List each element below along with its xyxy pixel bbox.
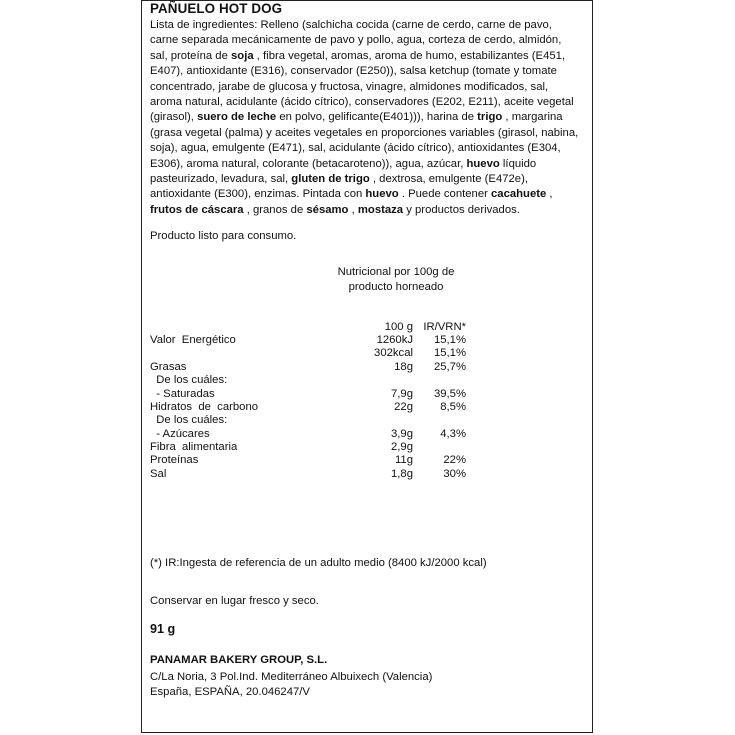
nutrition-value-100g: 2,9g <box>391 441 413 453</box>
allergen-huevo: huevo <box>365 188 399 201</box>
nutrition-title-line1: Nutricional por 100g de <box>337 266 455 278</box>
nutrition-value-100g: 18g <box>394 361 413 373</box>
allergen-suero-de-leche: suero de leche <box>197 111 277 124</box>
nutrition-title-line2: producto horneado <box>348 281 444 294</box>
company-name: PANAMAR BAKERY GROUP, S.L. <box>150 654 328 666</box>
nutrition-value-100g: 302kcal <box>374 347 413 359</box>
allergen-frutos-de-cascara: frutos de cáscara <box>150 203 244 216</box>
ingredients-segment: , <box>546 188 553 201</box>
nutrition-value-ir: 22% <box>443 454 466 466</box>
nutrition-label: Valor Energético <box>150 334 236 346</box>
company-country-registry: España, ESPAÑA, 20.046247/V <box>150 686 310 698</box>
allergen-mostaza: mostaza <box>357 203 404 216</box>
nutrition-title <box>330 265 462 296</box>
ingredients-segment: , <box>348 203 358 216</box>
ingredients-segment: . Puede contener <box>398 188 492 201</box>
nutrition-row <box>150 467 510 482</box>
ingredients-segment: Lista de ingredientes: Relleno (salchicha cocida (carne de cerdo, carne de pavo, carne separada mecánicamente de pavo y pollo, agua, corteza de cerdo, almidón, sal, proteína de <box>150 19 562 62</box>
net-weight: 91 g <box>150 622 176 636</box>
ingredients-segment: , fibra vegetal, aromas, aroma de humo, estabilizantes (E451, E407), antioxidante (E316), conservador (E250)), salsa ketchup (tomate y tomate concentrado, jarabe de glucosa y fructosa, vinagre, almidones modificados, sal, aroma natural, acidulante (ácido cítrico), conservadores (E202, E211), aceite vegetal (girasol), <box>150 49 574 124</box>
nutrition-value-ir: 8,5% <box>440 401 466 413</box>
nutrition-value-100g: 1260kJ <box>376 334 413 346</box>
ingredients-segment: , dextrosa, emulgente (E472e), antioxidante (E300), enzimas. Pintada con <box>150 173 528 201</box>
ingredients-list <box>150 18 582 218</box>
ingredients-segment: y productos derivados. <box>403 203 520 216</box>
nutrition-label: Hidratos de carbono <box>150 401 259 413</box>
allergen-sesamo: sésamo <box>306 203 349 216</box>
ingredients-segment: en polvo, gelificante(E401))), harina de <box>276 111 478 124</box>
nutrition-header-ir: IR/VRN* <box>423 321 466 333</box>
nutrition-value-100g: 1,8g <box>391 468 413 480</box>
reference-intake-footnote: (*) IR:Ingesta de referencia de un adulto medio (8400 kJ/2000 kcal) <box>150 557 487 569</box>
nutrition-label: - Azúcares <box>150 428 210 440</box>
nutrition-value-ir: 15,1% <box>433 347 466 359</box>
nutrition-label: - Saturadas <box>150 388 215 400</box>
allergen-cacahuete: cacahuete <box>491 188 547 201</box>
nutrition-header-100g: 100 g <box>384 321 413 333</box>
nutrition-row <box>150 453 510 468</box>
nutrition-value-100g: 7,9g <box>391 388 413 400</box>
ingredients-segment: , granos de <box>243 203 307 216</box>
nutrition-value-ir: 39,5% <box>433 388 466 400</box>
allergen-trigo: trigo <box>477 111 503 124</box>
ready-to-eat-note: Producto listo para consumo. <box>150 230 297 242</box>
nutrition-value-ir: 30% <box>443 468 466 480</box>
nutrition-value-ir: 15,1% <box>433 334 466 346</box>
allergen-soja: soja <box>231 49 254 62</box>
nutrition-label: Proteínas <box>150 454 199 466</box>
nutrition-label: Fibra alimentaria <box>150 441 238 453</box>
nutrition-label: De los cuáles: <box>150 374 228 386</box>
allergen-gluten-de-trigo: gluten de trigo <box>291 173 370 186</box>
ingredients-segment: , margarina (grasa vegetal (palma) y aceites vegetales en proporciones variables (girasol, nabina, soja), agua, emulgente (E471), sal, acidulante (ácido cítrico), antioxidantes (E304, E306), aroma natural, colorante (betacaroteno)), agua, azúcar, <box>150 111 579 170</box>
product-title: PAÑUELO HOT DOG <box>150 1 283 16</box>
nutrition-value-100g: 22g <box>394 401 413 413</box>
nutrition-value-ir: 4,3% <box>440 428 466 440</box>
nutrition-label: De los cuáles: <box>150 414 228 426</box>
company-address: C/La Noria, 3 Pol.Ind. Mediterráneo Albuixech (Valencia) <box>150 671 433 683</box>
allergen-huevo: huevo <box>466 157 500 170</box>
nutrition-row <box>150 373 510 388</box>
nutrition-label: Sal <box>150 468 167 480</box>
nutrition-value-ir: 25,7% <box>433 361 466 373</box>
ingredients-segment: líquido pasteurizado, levadura, sal, <box>150 157 537 186</box>
nutrition-value-100g: 11g <box>394 454 413 466</box>
nutrition-value-100g: 3,9g <box>391 428 413 440</box>
storage-instructions: Conservar en lugar fresco y seco. <box>150 595 319 607</box>
nutrition-label: Grasas <box>150 361 187 373</box>
nutrition-row <box>150 346 510 361</box>
nutrition-row <box>150 413 510 428</box>
